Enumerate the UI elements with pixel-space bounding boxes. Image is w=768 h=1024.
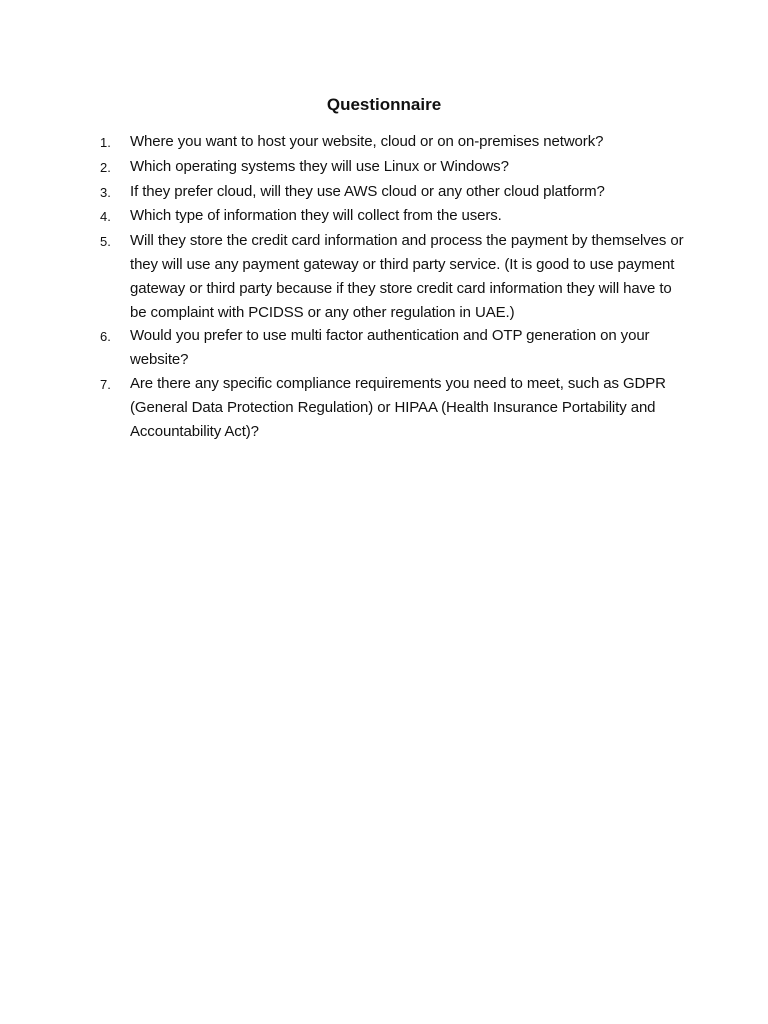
question-number: 4.: [100, 209, 111, 225]
question-text: Which operating systems they will use Linux or Windows?: [130, 157, 509, 175]
question-number: 6.: [100, 329, 111, 345]
question-text: Where you want to host your website, cloud or on on-premises network?: [130, 133, 604, 150]
question-text: Would you prefer to use multi factor authentication and OTP generation on your website?: [130, 327, 650, 369]
list-item: [100, 155, 690, 180]
list-item: [100, 324, 690, 372]
question-number: 3.: [100, 184, 111, 200]
question-text: Will they store the credit card information and process the payment by themselves or they will use any payment gateway or third party service. (It is good to use payment gateway or third party because if they store credit card information they will have to be complaint with PCIDSS or any other regulation in UAE.): [130, 232, 684, 321]
question-text: If they prefer cloud, will they use AWS cloud or any other cloud platform?: [130, 182, 605, 200]
page-title: Questionnaire: [326, 95, 442, 114]
list-item: [100, 372, 690, 443]
question-text: Are there any specific compliance requirements you need to meet, such as GDPR (General Data Protection Regulation) or HIPAA (Health Insurance Portability and Accountability Act)?: [130, 374, 666, 440]
list-item: [100, 130, 690, 155]
question-number: 1.: [100, 135, 111, 150]
question-number: 7.: [100, 376, 111, 392]
list-item: [100, 204, 690, 229]
list-item: [100, 180, 690, 205]
question-text: Which type of information they will collect from the users.: [130, 207, 502, 225]
question-number: 2.: [100, 159, 111, 175]
questions-list: [100, 130, 690, 443]
list-item: [100, 229, 690, 324]
question-number: 5.: [100, 234, 111, 250]
